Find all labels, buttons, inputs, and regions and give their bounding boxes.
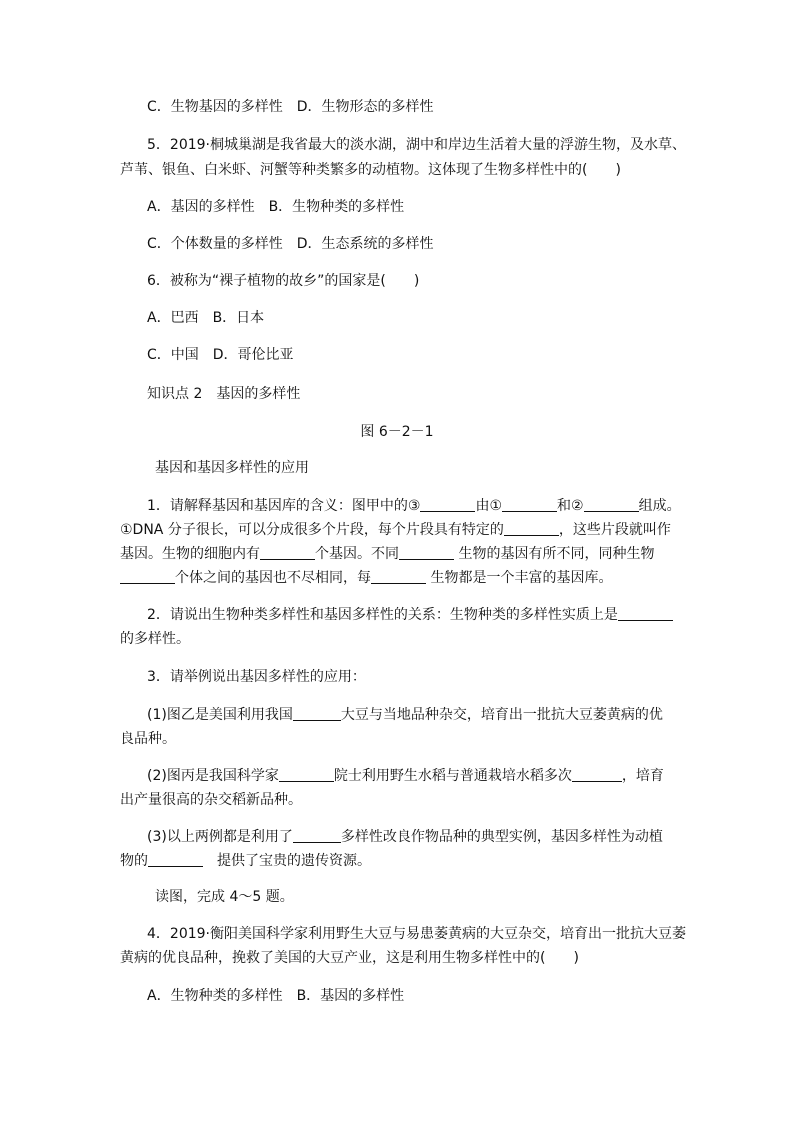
answer-blank[interactable] [572, 768, 622, 782]
answer-blank[interactable] [584, 498, 639, 512]
fill-question-3-3-line2: 物的 提供了宝贵的遗传资源。 [120, 853, 371, 869]
read-instruction: 读图，完成 4～5 题。 [155, 889, 294, 905]
section-subtitle: 基因和基因多样性的应用 [155, 460, 309, 476]
question-5-options-ab: A．基因的多样性 B．生物种类的多样性 [147, 199, 405, 215]
question-5: 5．2019·桐城巢湖是我省最大的淡水湖，湖中和岸边生活着大量的浮游生物，及水草、 [147, 137, 686, 153]
answer-blank[interactable] [293, 829, 341, 843]
fill-question-3-1-line2: 良品种。 [120, 731, 176, 747]
fill-question-3-2: (2)图丙是我国科学家 院士利用野生水稻与普通栽培水稻多次 ，培育 [147, 768, 664, 784]
fill-question-2: 2．请说出生物种类多样性和基因多样性的关系：生物种类的多样性实质上是 [147, 606, 673, 624]
fill-question-2-line2: 的多样性。 [120, 631, 190, 647]
answer-blank[interactable] [260, 546, 315, 560]
answer-blank[interactable] [371, 570, 426, 584]
answer-blank[interactable] [420, 498, 475, 512]
question-6: 6．被称为“裸子植物的故乡”的国家是( ) [147, 273, 420, 289]
answer-blank[interactable] [618, 607, 673, 621]
question-4-cont: 黄病的优良品种，挽救了美国的大豆产业，这是利用生物多样性中的( ) [120, 950, 579, 966]
fill-question-3-2-line2: 出产量很高的杂交稻新品种。 [120, 792, 302, 808]
answer-blank[interactable] [148, 853, 203, 867]
option-line: C．生物基因的多样性 D．生物形态的多样性 [147, 99, 434, 115]
answer-blank[interactable] [504, 522, 559, 536]
question-6-options-ab: A．巴西 B．日本 [147, 310, 265, 326]
knowledge-point-heading: 知识点 2 基因的多样性 [147, 386, 301, 402]
question-4: 4．2019·衡阳美国科学家利用野生大豆与易患萎黄病的大豆杂交，培育出一批抗大豆萎 [147, 926, 686, 942]
fill-question-1-line2: ①DNA 分子很长，可以分成很多个片段，每个片段具有特定的 ，这些片段就叫作 [120, 522, 671, 538]
fill-question-1: 1．请解释基因和基因库的含义：图甲中的③ 由① 和② 组成。 [147, 498, 681, 514]
figure-caption: 图 6－2－1 [360, 424, 434, 440]
answer-blank[interactable] [399, 546, 454, 560]
fill-question-3-3: (3)以上两例都是利用了 多样性改良作物品种的典型实例，基因多样性为动植 [147, 829, 663, 845]
answer-blank[interactable] [502, 498, 557, 512]
fill-question-1-line3: 基因。生物的细胞内有 个基因。不同 生物的基因有所不同，同种生物 [120, 546, 655, 562]
answer-blank[interactable] [120, 570, 175, 584]
fill-question-3: 3．请举例说出基因多样性的应用： [147, 669, 366, 685]
answer-blank[interactable] [293, 707, 341, 721]
question-4-options-ab: A．生物种类的多样性 B．基因的多样性 [147, 988, 405, 1004]
fill-question-1-line4: 个体之间的基因也不尽相同，每 生物都是一个丰富的基因库。 [120, 569, 612, 587]
question-6-options-cd: C．中国 D．哥伦比亚 [147, 347, 294, 363]
question-5-cont: 芦苇、银鱼、白米虾、河蟹等种类繁多的动植物。这体现了生物多样性中的( ) [120, 162, 621, 178]
answer-blank[interactable] [279, 768, 334, 782]
fill-question-3-1: (1)图乙是美国利用我国 大豆与当地品种杂交，培育出一批抗大豆萎黄病的优 [147, 707, 663, 723]
question-5-options-cd: C．个体数量的多样性 D．生态系统的多样性 [147, 236, 434, 252]
